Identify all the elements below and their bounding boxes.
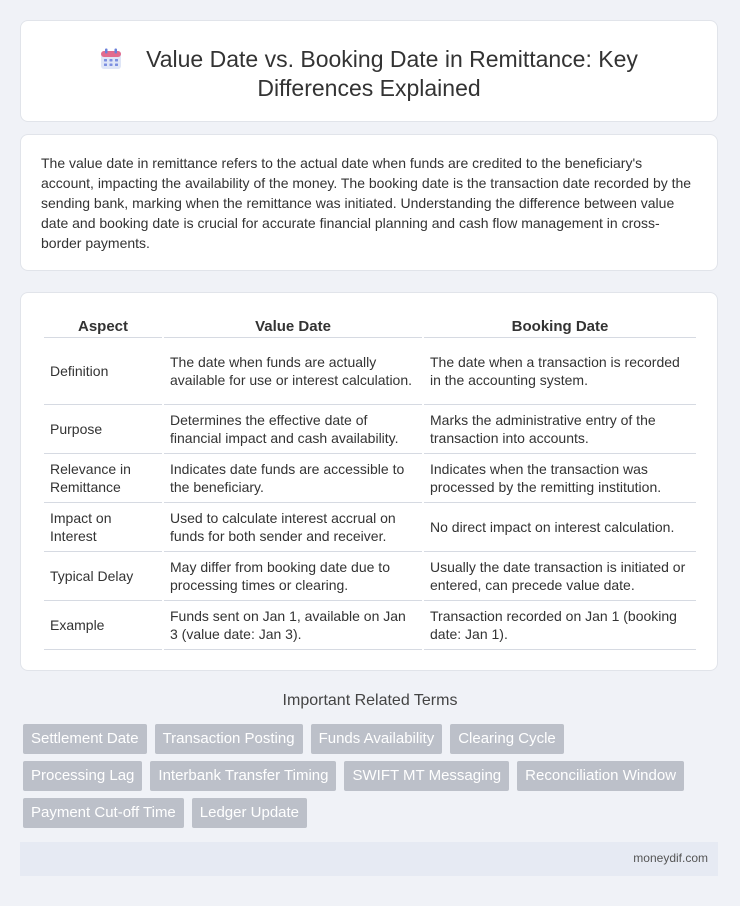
tag-settlement-date[interactable]: Settlement Date (23, 724, 147, 754)
cell-booking-date: Usually the date transaction is initiated or entered, can precede value date. (424, 552, 696, 601)
cell-aspect: Purpose (44, 405, 162, 454)
page-title: Value Date vs. Booking Date in Remittance: Key Differences Explained (146, 46, 638, 101)
header-card (20, 20, 718, 122)
cell-aspect: Definition (44, 338, 162, 405)
footer-site[interactable]: moneydif.com (633, 851, 708, 865)
cell-value-date: The date when funds are actually available for use or interest calculation. (164, 338, 422, 405)
table-row (44, 405, 696, 454)
cell-aspect: Typical Delay (44, 552, 162, 601)
cell-aspect: Relevance in Remittance (44, 454, 162, 503)
cell-value-date: Determines the effective date of financial impact and cash availability. (164, 405, 422, 454)
cell-value-date: May differ from booking date due to processing times or clearing. (164, 552, 422, 601)
cell-booking-date: No direct impact on interest calculation. (424, 503, 696, 552)
tag-transaction-posting[interactable]: Transaction Posting (155, 724, 303, 754)
header-aspect: Aspect (44, 313, 162, 338)
related-terms-title: Important Related Terms (282, 692, 458, 709)
tag-ledger-update[interactable]: Ledger Update (192, 798, 307, 828)
table-row (44, 601, 696, 650)
header-value-date: Value Date (164, 313, 422, 338)
intro-paragraph: The value date in remittance refers to the actual date when funds are credited to the beneficiary's account, impacting the availability of the money. The booking date is the transaction date recorded by the sending bank, marking when the remittance was initiated. Understanding the difference between value date and booking date is crucial for accurate financial planning and cash flow management in cross-border payments. (41, 155, 692, 251)
table-row (44, 503, 696, 552)
tag-swift-mt-messaging[interactable]: SWIFT MT Messaging (344, 761, 509, 791)
intro-card (20, 134, 718, 271)
tag-payment-cutoff-time[interactable]: Payment Cut-off Time (23, 798, 184, 828)
cell-booking-date: Marks the administrative entry of the transaction into accounts. (424, 405, 696, 454)
related-terms-tags (23, 724, 723, 835)
table-row (44, 552, 696, 601)
cell-value-date: Indicates date funds are accessible to the beneficiary. (164, 454, 422, 503)
tag-row (23, 761, 723, 791)
page-title-wrap (21, 45, 717, 103)
header-booking-date: Booking Date (424, 313, 696, 338)
cell-value-date: Funds sent on Jan 1, available on Jan 3 (value date: Jan 3). (164, 601, 422, 650)
cell-value-date: Used to calculate interest accrual on funds for both sender and receiver. (164, 503, 422, 552)
table-row (44, 338, 696, 405)
tag-funds-availability[interactable]: Funds Availability (311, 724, 443, 754)
cell-booking-date: Transaction recorded on Jan 1 (booking date: Jan 1). (424, 601, 696, 650)
cell-aspect: Example (44, 601, 162, 650)
tag-clearing-cycle[interactable]: Clearing Cycle (450, 724, 564, 754)
tag-interbank-transfer-timing[interactable]: Interbank Transfer Timing (150, 761, 336, 791)
cell-aspect: Impact on Interest (44, 503, 162, 552)
footer (20, 842, 718, 876)
table-row (44, 454, 696, 503)
tag-processing-lag[interactable]: Processing Lag (23, 761, 142, 791)
tag-row (23, 798, 723, 828)
comparison-table-card (20, 292, 718, 671)
cell-booking-date: Indicates when the transaction was processed by the remitting institution. (424, 454, 696, 503)
table-header-row (44, 313, 696, 338)
comparison-table (42, 313, 698, 650)
cell-booking-date: The date when a transaction is recorded in the accounting system. (424, 338, 696, 405)
calendar-icon (100, 48, 122, 70)
tag-row (23, 724, 723, 754)
tag-reconciliation-window[interactable]: Reconciliation Window (517, 761, 684, 791)
